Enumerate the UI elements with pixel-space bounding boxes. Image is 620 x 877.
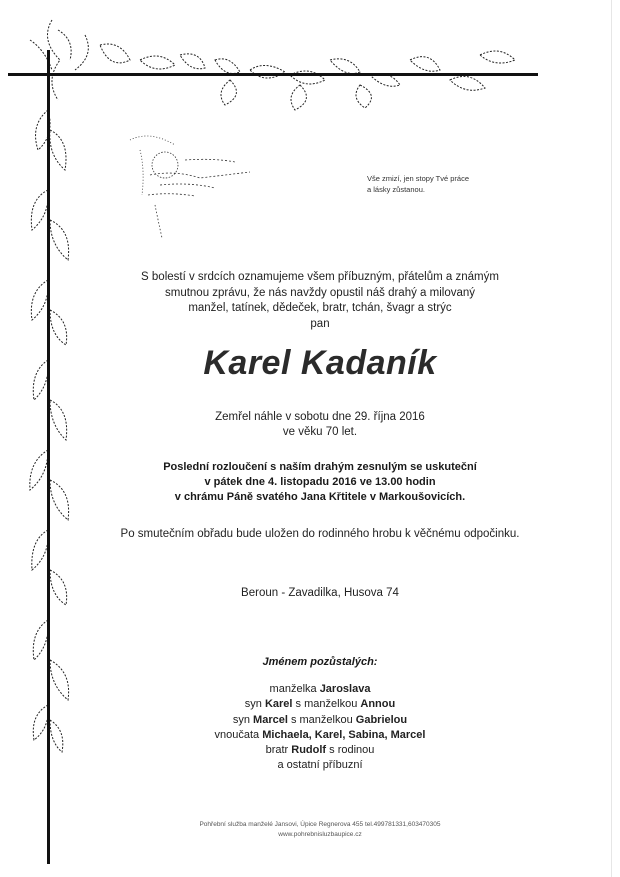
announcement-line-3: manžel, tatínek, dědeček, bratr, tchán, švagr a strýc [188, 302, 452, 314]
funeral-service-footer [110, 820, 530, 840]
announcement-line-1: S bolestí v srdcích oznamujeme všem příbuzným, přátelům a známým [141, 271, 499, 283]
mourners-list [110, 682, 530, 774]
farewell-line-2: v pátek dne 4. listopadu 2016 ve 13.00 hodin [204, 476, 436, 488]
burial-note: Po smutečním obřadu bude uložen do rodinného hrobu k věčnému odpočinku. [120, 528, 520, 540]
mourner-line: vnoučata Michaela, Karel, Sabina, Marcel [214, 728, 426, 741]
mourner-line: a ostatní příbuzní [277, 759, 363, 772]
footer-website: www.pohrebnisluzbaupice.cz [278, 831, 362, 838]
farewell-details [110, 460, 530, 505]
mourner-line: syn Karel s manželkou Annou [244, 698, 396, 711]
announcement-line-2: smutnou zprávu, že nás navždy opustil náš drahý a milovaný [164, 286, 476, 299]
death-details [110, 410, 530, 440]
deceased-name: Karel Kadaník [203, 344, 437, 382]
quote-line-1: Vše zmizí, jen stopy Tvé práce [367, 174, 469, 183]
mourner-line: syn Marcel s manželkou Gabrielou [232, 713, 408, 726]
announcement-line-4: pan [310, 317, 330, 330]
family-address: Beroun - Zavadilka, Husova 74 [241, 587, 399, 599]
epitaph-quote [367, 173, 469, 195]
age-line: ve věku 70 let. [282, 426, 358, 438]
announcement-text [110, 270, 530, 332]
death-date-line: Zemřel náhle v sobotu dne 29. října 2016 [215, 411, 425, 423]
sunset-icon [130, 136, 250, 238]
mourner-line: bratr Rudolf s rodinou [265, 744, 375, 757]
farewell-line-3: v chrámu Páně svatého Jana Křtitele v Markoušovicích. [174, 491, 466, 503]
vertical-rule [47, 50, 50, 864]
mourners-title: Jménem pozůstalých: [262, 656, 378, 668]
footer-contact: Pohřební služba manželé Jansovi, Úpice Regnerova 455 tel.499781331,603470305 [199, 821, 441, 828]
quote-line-2: a lásky zůstanou. [367, 185, 425, 194]
horizontal-rule [8, 73, 538, 76]
farewell-line-1: Poslední rozloučení s naším drahým zesnulým se uskuteční [163, 461, 477, 473]
mourner-line: manželka Jaroslava [269, 683, 371, 695]
